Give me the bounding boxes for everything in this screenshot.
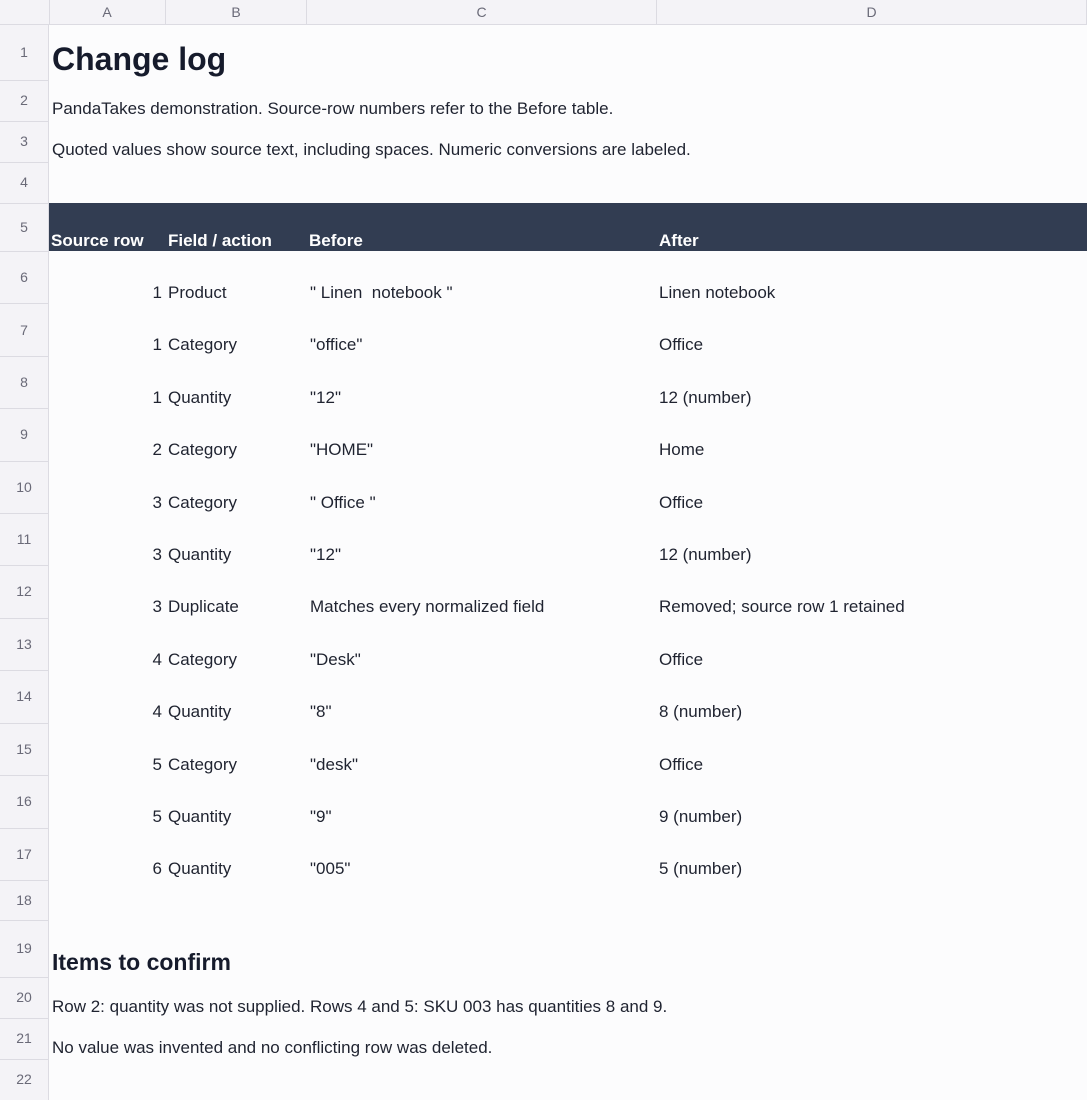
row-number: 3	[20, 133, 28, 149]
after-cell[interactable]: Home	[659, 440, 705, 459]
row-number: 9	[20, 426, 28, 442]
row-header-15[interactable]	[0, 724, 49, 776]
row-number: 8	[20, 374, 28, 390]
column-header-b[interactable]: B	[166, 0, 307, 24]
row-header-19[interactable]	[0, 921, 49, 978]
row-header-7[interactable]	[0, 304, 49, 357]
source-row-cell[interactable]: 2	[152, 440, 162, 459]
after-cell[interactable]: 8 (number)	[659, 702, 743, 721]
field-cell[interactable]: Quantity	[168, 388, 232, 407]
row-number: 12	[16, 583, 32, 599]
page-title[interactable]: Change log	[52, 41, 227, 77]
select-all-corner[interactable]	[0, 0, 50, 24]
row-number: 14	[16, 688, 32, 704]
before-cell[interactable]: "005"	[310, 859, 351, 878]
row-number: 5	[20, 219, 28, 235]
field-cell[interactable]: Category	[168, 440, 237, 459]
row-number: 20	[16, 989, 32, 1005]
after-cell[interactable]: 12 (number)	[659, 545, 752, 564]
row-header-10[interactable]	[0, 462, 49, 514]
field-cell[interactable]: Category	[168, 335, 237, 354]
row-number: 21	[16, 1030, 32, 1046]
row-header-1[interactable]	[0, 25, 49, 81]
field-cell[interactable]: Category	[168, 650, 237, 669]
source-row-cell[interactable]: 5	[152, 755, 162, 774]
before-cell[interactable]: " Office "	[310, 493, 376, 512]
after-cell[interactable]: Office	[659, 650, 704, 669]
field-cell[interactable]: Category	[168, 493, 237, 512]
table-header-field-action[interactable]: Field / action	[168, 231, 272, 250]
row-number: 22	[16, 1071, 32, 1087]
source-row-cell[interactable]: 1	[152, 388, 162, 407]
after-cell[interactable]: Office	[659, 755, 704, 774]
after-cell[interactable]: 9 (number)	[659, 807, 743, 826]
note-line[interactable]: Quoted values show source text, including spaces. Numeric conversions are labeled.	[52, 140, 691, 159]
after-cell[interactable]: 5 (number)	[659, 859, 743, 878]
row-number: 6	[20, 269, 28, 285]
row-header-12[interactable]	[0, 566, 49, 619]
row-header-20[interactable]	[0, 978, 49, 1019]
table-header-source-row[interactable]: Source row	[51, 231, 144, 250]
source-row-cell[interactable]: 4	[152, 650, 162, 669]
field-cell[interactable]: Product	[168, 283, 227, 302]
field-cell[interactable]: Duplicate	[168, 597, 239, 616]
source-row-cell[interactable]: 1	[152, 335, 162, 354]
row-header-2[interactable]	[0, 81, 49, 122]
row-number: 1	[20, 44, 28, 60]
before-cell[interactable]: "12"	[310, 388, 341, 407]
row-number: 16	[16, 793, 32, 809]
source-row-cell[interactable]: 1	[152, 283, 162, 302]
source-row-cell[interactable]: 4	[152, 702, 162, 721]
row-header-22[interactable]	[0, 1060, 49, 1100]
before-cell[interactable]: " Linen notebook "	[310, 283, 453, 302]
row-header-18[interactable]	[0, 881, 49, 921]
row-number: 11	[16, 531, 32, 547]
row-header-5[interactable]	[0, 204, 49, 252]
before-cell[interactable]: "9"	[310, 807, 332, 826]
row-number: 19	[16, 940, 32, 956]
section-heading-items-to-confirm[interactable]: Items to confirm	[52, 949, 231, 975]
row-header-14[interactable]	[0, 671, 49, 724]
row-header-6[interactable]	[0, 252, 49, 304]
row-number: 7	[20, 322, 28, 338]
row-number: 15	[16, 741, 32, 757]
confirm-line[interactable]: No value was invented and no conflicting row was deleted.	[52, 1038, 493, 1057]
before-cell[interactable]: "8"	[310, 702, 332, 721]
field-cell[interactable]: Quantity	[168, 545, 232, 564]
row-header-17[interactable]	[0, 829, 49, 881]
row-number: 10	[16, 479, 32, 495]
before-cell[interactable]: "office"	[310, 335, 363, 354]
row-header-21[interactable]	[0, 1019, 49, 1060]
row-number: 18	[16, 892, 32, 908]
source-row-cell[interactable]: 5	[152, 807, 162, 826]
note-line[interactable]: PandaTakes demonstration. Source-row numbers refer to the Before table.	[52, 99, 614, 118]
field-cell[interactable]: Quantity	[168, 702, 232, 721]
table-header-after[interactable]: After	[659, 231, 699, 250]
confirm-line[interactable]: Row 2: quantity was not supplied. Rows 4 and 5: SKU 003 has quantities 8 and 9.	[52, 997, 668, 1016]
row-header-16[interactable]	[0, 776, 49, 829]
source-row-cell[interactable]: 6	[152, 859, 162, 878]
column-header-d[interactable]: D	[657, 0, 1087, 24]
before-cell[interactable]: Matches every normalized field	[310, 597, 545, 616]
after-cell[interactable]: Linen notebook	[659, 283, 776, 302]
field-cell[interactable]: Quantity	[168, 859, 232, 878]
column-header-a[interactable]: A	[49, 0, 166, 24]
row-number: 13	[16, 636, 32, 652]
row-header-4[interactable]	[0, 163, 49, 204]
row-header-13[interactable]	[0, 619, 49, 671]
table-header-before[interactable]: Before	[309, 231, 363, 250]
source-row-cell[interactable]: 3	[152, 545, 162, 564]
after-cell[interactable]: Office	[659, 335, 704, 354]
row-header-11[interactable]	[0, 514, 49, 566]
after-cell[interactable]: Office	[659, 493, 704, 512]
before-cell[interactable]: "12"	[310, 545, 341, 564]
field-cell[interactable]: Quantity	[168, 807, 232, 826]
before-cell[interactable]: "desk"	[310, 755, 358, 774]
row-number: 4	[20, 174, 28, 190]
column-header-c[interactable]: C	[307, 0, 657, 24]
before-cell[interactable]: "Desk"	[310, 650, 361, 669]
sheet-grid[interactable]	[49, 25, 1087, 1100]
row-header-9[interactable]	[0, 409, 49, 462]
source-row-cell[interactable]: 3	[152, 597, 162, 616]
row-number: 2	[20, 92, 28, 108]
column-header-bar	[0, 0, 1087, 25]
source-row-cell[interactable]: 3	[152, 493, 162, 512]
row-header-8[interactable]	[0, 357, 49, 409]
row-header-3[interactable]	[0, 122, 49, 163]
row-number: 17	[16, 846, 32, 862]
before-cell[interactable]: "HOME"	[310, 440, 374, 459]
after-cell[interactable]: Removed; source row 1 retained	[659, 597, 905, 616]
field-cell[interactable]: Category	[168, 755, 237, 774]
after-cell[interactable]: 12 (number)	[659, 388, 752, 407]
